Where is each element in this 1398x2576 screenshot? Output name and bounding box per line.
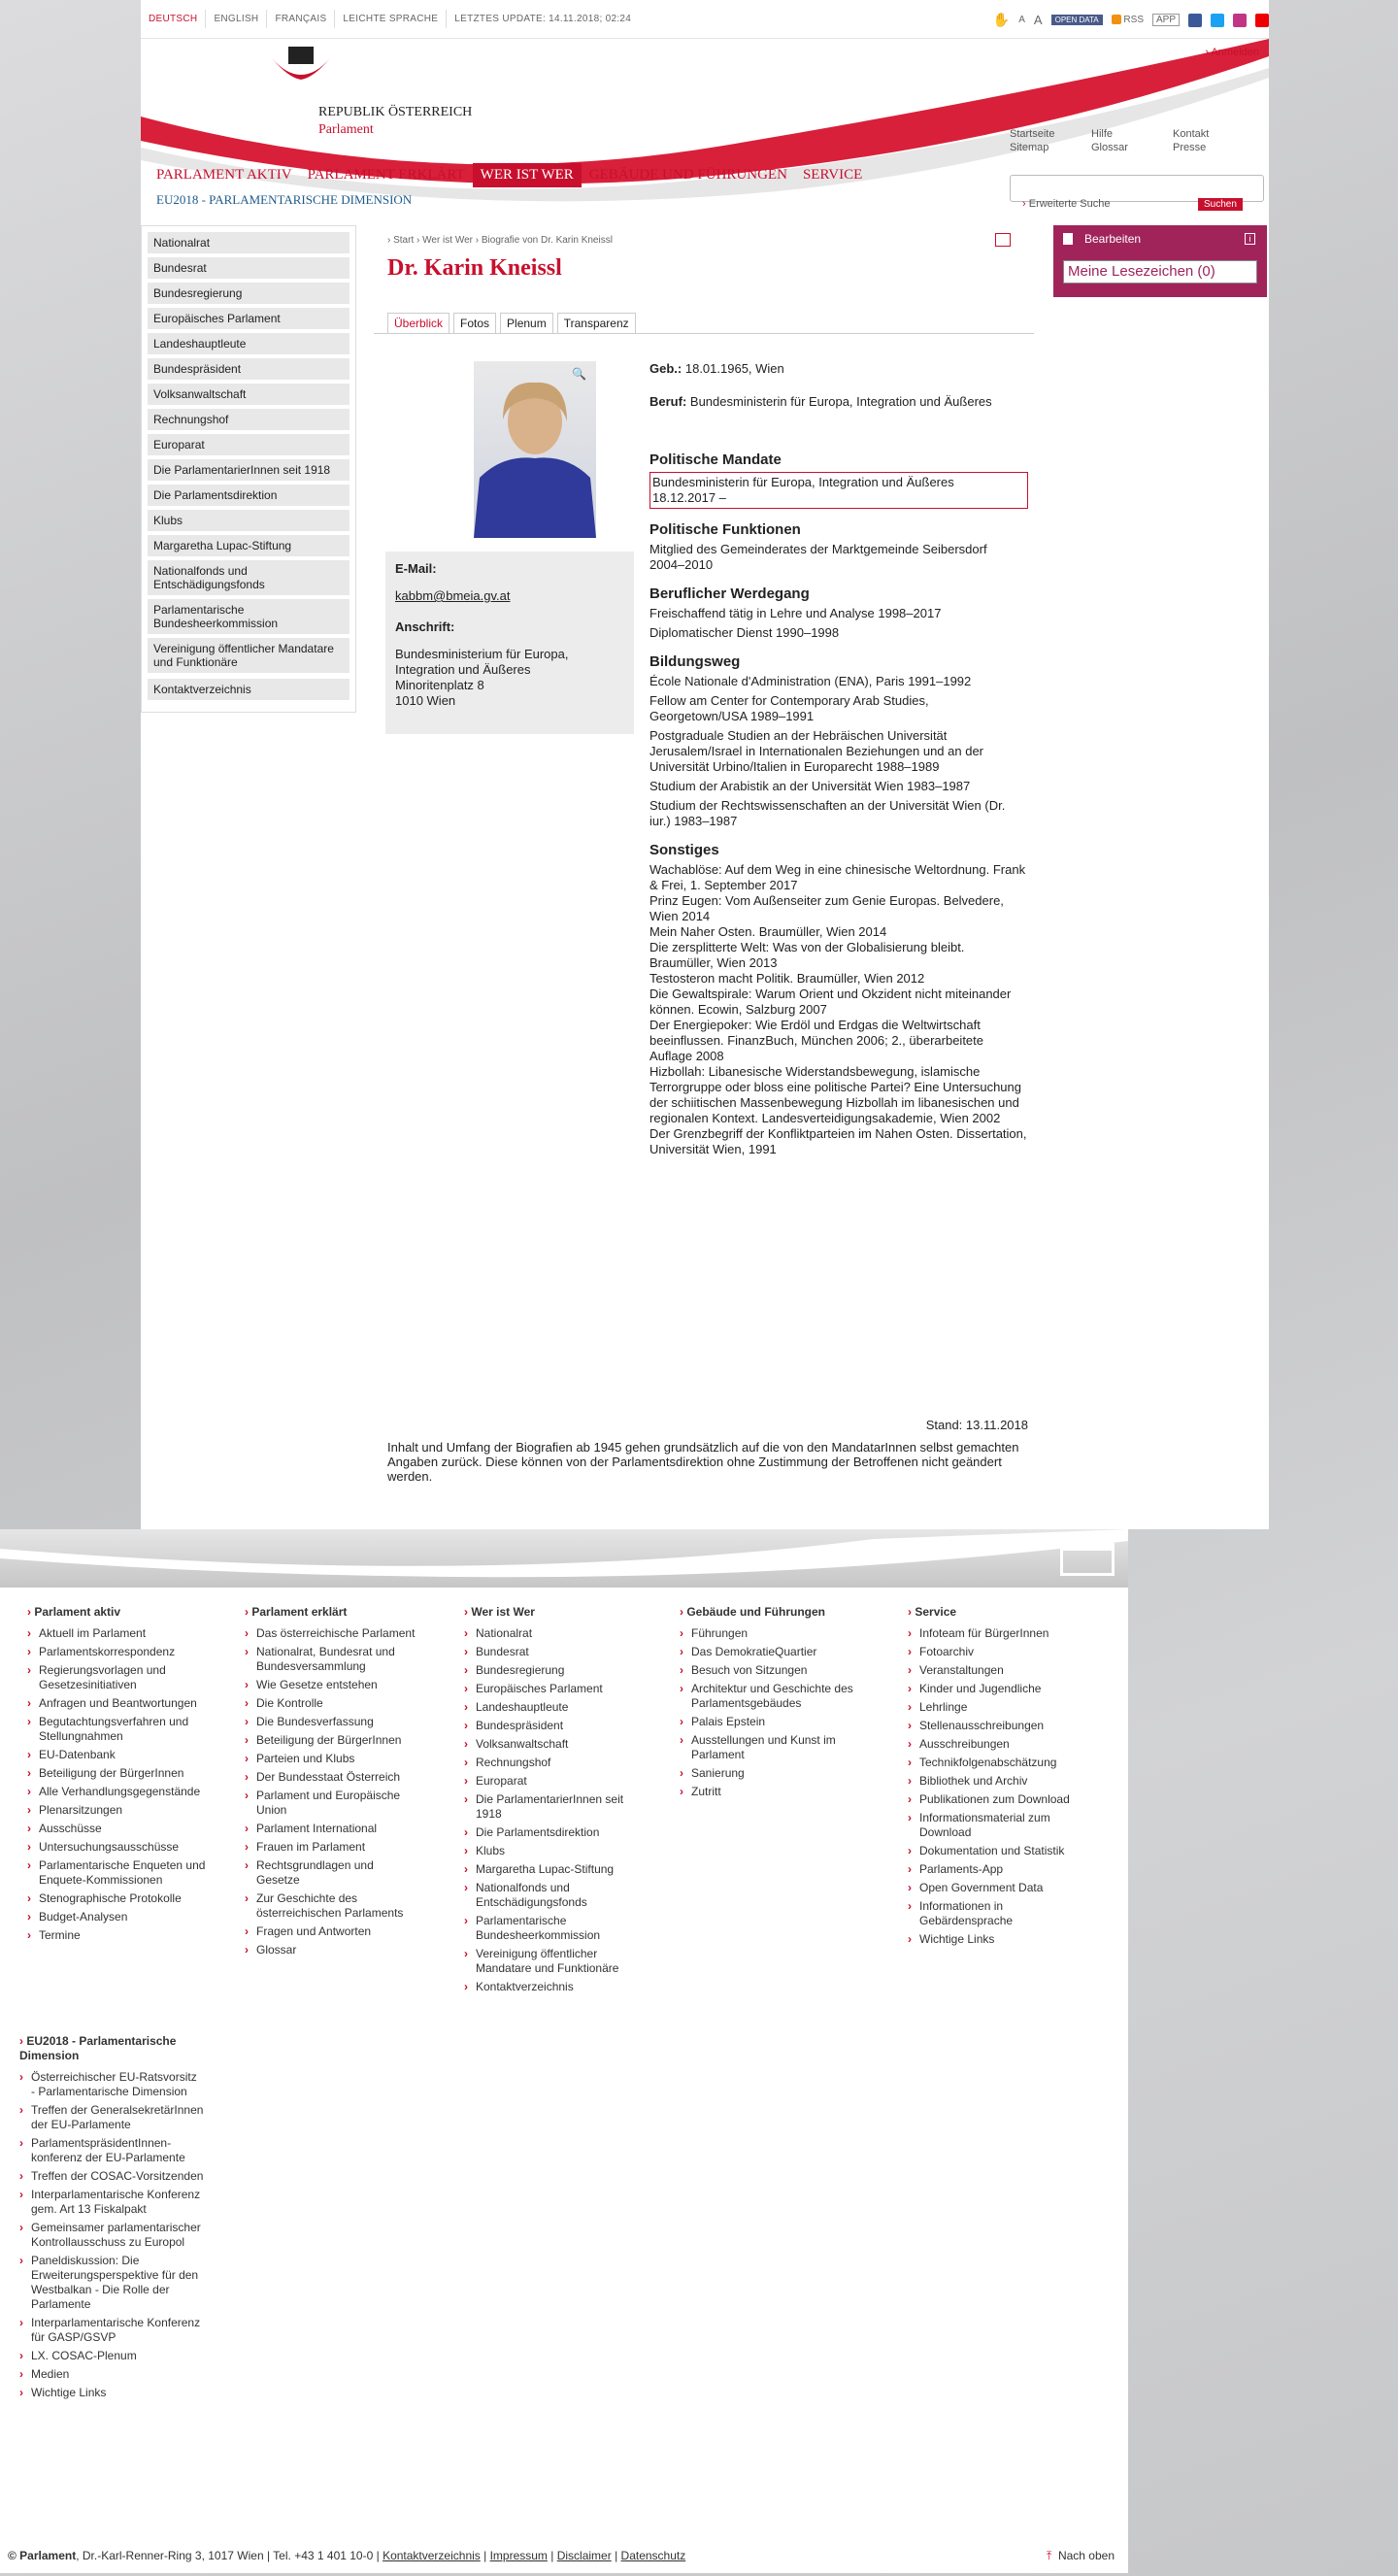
function-title: Mitglied des Gemeinderates der Marktgemeinde Seibersdorf <box>649 542 987 556</box>
footer-link[interactable]: › Informationen in Gebärdensprache <box>908 1899 1092 1928</box>
education-item: Studium der Arabistik an der Universität Wien 1983–1987 <box>649 779 971 793</box>
portrait-figure <box>474 361 596 538</box>
quick-glossary[interactable]: Glossar <box>1091 142 1128 153</box>
utility-links <box>993 12 1269 28</box>
nav-service[interactable]: SERVICE <box>802 167 863 183</box>
privacy-link[interactable]: Datenschutz <box>620 2549 686 2562</box>
lang-fr[interactable]: FRANÇAIS <box>267 10 335 28</box>
email-link[interactable]: kabbm@bmeia.gv.at <box>395 588 511 603</box>
footer-link[interactable]: › Landeshauptleute <box>464 1700 649 1715</box>
footer-link[interactable]: › Frauen im Parlament <box>245 1840 419 1855</box>
font-small[interactable]: A <box>1018 15 1025 25</box>
footer-link[interactable]: › Zur Geschichte des österreichischen Parlaments <box>245 1891 419 1921</box>
misc-item: Hizbollah: Libanesische Widerstandsbewegung, islamische Terrorgruppe oder bloss eine politische Partei? Eine Untersuchung der schiitischen Massenbewegung Hizbollah im libanesischen und regionalen Kontext. Landesverteidigungsakademie, Wien 2002 <box>649 1064 1021 1125</box>
function-entry <box>649 542 1028 573</box>
footer-link[interactable]: › Die Bundesverfassung <box>245 1715 419 1729</box>
footer-link[interactable]: › Parlamentarische Enqueten und Enquete-Kommissionen <box>27 1858 212 1888</box>
bookmarks-edit[interactable]: Bearbeiten <box>1084 232 1142 246</box>
footer-heading: › Parlament aktiv <box>27 1605 121 1619</box>
youtube-icon[interactable] <box>1255 14 1269 27</box>
rss-label: RSS <box>1123 15 1144 25</box>
address-line: Integration und Äußeres <box>395 662 531 677</box>
nav-gebaeude[interactable]: GEBÄUDE UND FÜHRUNGEN <box>588 167 787 183</box>
misc-item: Prinz Eugen: Vom Außenseiter zum Genie Europas. Belvedere, Wien 2014 <box>649 893 1004 923</box>
footer-heading-label: Wer ist Wer <box>471 1605 535 1619</box>
bookmarks-select[interactable]: Meine Lesezeichen (0) <box>1063 260 1257 284</box>
footer-link[interactable]: › Das DemokratieQuartier <box>680 1645 864 1659</box>
footer-link[interactable]: › Treffen der GeneralsekretärInnen der EU-Parlamente <box>19 2103 204 2132</box>
copyright: © Parlament, Dr.-Karl-Renner-Ring 3, 1017 Wien | Tel. +43 1 401 10-0 | Kontaktverzeichnis | Impressum | Disclaimer | Datenschutz <box>8 2549 686 2562</box>
zoom-icon[interactable]: 🔍 <box>572 367 586 381</box>
footer-link[interactable]: › Treffen der COSAC-Vorsitzenden <box>19 2169 204 2184</box>
footer-link[interactable]: › Der Bundesstaat Österreich <box>245 1770 419 1785</box>
login-label: Anmelden <box>1211 47 1259 58</box>
sign-language-icon[interactable]: ✋ <box>992 12 1011 27</box>
facebook-icon[interactable] <box>1188 14 1202 27</box>
stand-date: Stand: 13.11.2018 <box>925 1418 1028 1432</box>
footer-link[interactable]: › Lehrlinge <box>908 1700 1092 1715</box>
career-item: Diplomatischer Dienst 1990–1998 <box>649 625 840 640</box>
footer-link[interactable]: › Österreichischer EU-Ratsvorsitz - Parlamentarische Dimension <box>19 2070 204 2099</box>
misc-item: Die zersplitterte Welt: Was von der Globalisierung bleibt. Braumüller, Wien 2013 <box>649 940 965 970</box>
footer-link[interactable]: › Führungen <box>680 1626 864 1641</box>
footer-heading-label: Parlament erklärt <box>251 1605 348 1619</box>
copyright-address: , Dr.-Karl-Renner-Ring 3, 1017 Wien | Tel. +43 1 401 10-0 | <box>76 2549 380 2562</box>
footer-link[interactable]: › Budget-Analysen <box>27 1910 212 1924</box>
footer-col-parlament-aktiv <box>27 1605 212 1947</box>
header <box>141 39 1269 214</box>
footer-link[interactable]: › Wichtige Links <box>19 2386 204 2400</box>
parliament-building-icon <box>1060 1543 1115 1576</box>
footer-heading: › Gebäude und Führungen <box>680 1605 826 1619</box>
footer-link[interactable]: › Stellenausschreibungen <box>908 1719 1092 1733</box>
language-switcher <box>141 10 639 28</box>
footer-swoosh <box>0 1529 1128 1588</box>
sidebar-item[interactable]: Kontaktverzeichnis <box>148 679 350 700</box>
education-item: Fellow am Center for Contemporary Arab Studies, Georgetown/USA 1989–1991 <box>649 693 929 723</box>
address-line: 1010 Wien <box>395 693 456 708</box>
address-line: Bundesministerium für Europa, <box>395 647 569 661</box>
footer-link[interactable]: › Alle Verhandlungsgegenstände <box>27 1785 212 1799</box>
footer-col-parlament-erklaert <box>245 1605 419 1961</box>
tab-bar <box>374 313 1034 334</box>
footer-link[interactable]: › Palais Epstein <box>680 1715 864 1729</box>
footer-link[interactable]: › Parteien und Klubs <box>245 1752 419 1766</box>
sidebar-item[interactable]: Europarat <box>148 434 350 455</box>
breadcrumb: › Start › Wer ist Wer › Biografie von Dr. Karin Kneissl <box>387 235 613 246</box>
sidebar-item[interactable]: Nationalrat <box>148 232 350 253</box>
job-label: Beruf: <box>649 394 687 409</box>
crumb-wer-ist-wer[interactable]: Wer ist Wer <box>422 235 473 246</box>
logo-line2: Parlament <box>318 122 374 137</box>
sidebar-item[interactable]: Parlamentarische Bundesheerkommission <box>148 599 350 634</box>
footer-link[interactable]: › Ausschüsse <box>27 1822 212 1836</box>
footer-contact-link[interactable]: Kontaktverzeichnis <box>383 2549 481 2562</box>
misc-item: Wachablöse: Auf dem Weg in eine chinesische Weltordnung. Frank & Frei, 1. September 2017 <box>649 862 1026 892</box>
twitter-icon[interactable] <box>1211 14 1224 27</box>
misc-item: Der Energiepoker: Wie Erdöl und Erdgas die Weltwirtschaft beeinflussen. FinanzBuch, München 2006; 2., überarbeitete Auflage 2008 <box>649 1018 984 1063</box>
footer-link[interactable]: › Open Government Data <box>908 1881 1092 1895</box>
footer-link[interactable]: › Bundespräsident <box>464 1719 649 1733</box>
footer-link[interactable]: › Europäisches Parlament <box>464 1682 649 1696</box>
footer-heading: › Wer ist Wer <box>464 1605 535 1619</box>
footer-link[interactable]: › Wie Gesetze entstehen <box>245 1678 419 1692</box>
stand-block <box>387 1418 1028 1484</box>
footer-link[interactable]: › EU-Datenbank <box>27 1748 212 1762</box>
footer-link[interactable]: › ParlamentspräsidentInnen-konferenz der EU-Parlamente <box>19 2136 204 2165</box>
birth-label: Geb.: <box>649 361 682 376</box>
footer-link[interactable]: › Wichtige Links <box>908 1932 1092 1947</box>
email-label: E-Mail: <box>395 561 437 576</box>
footer-link[interactable]: › Rechtsgrundlagen und Gesetze <box>245 1858 419 1888</box>
quick-links <box>1010 128 1254 153</box>
back-to-top[interactable] <box>1047 2549 1115 2563</box>
footer-link[interactable]: › Ausstellungen und Kunst im Parlament <box>680 1733 864 1762</box>
function-date: 2004–2010 <box>649 557 714 572</box>
footer-link[interactable]: › Klubs <box>464 1844 649 1858</box>
footer-heading: › Parlament erklärt <box>245 1605 348 1619</box>
footer-heading-label: Parlament aktiv <box>34 1605 121 1619</box>
footer-link[interactable]: › Margaretha Lupac-Stiftung <box>464 1862 649 1877</box>
footer-link[interactable]: › Parlaments-App <box>908 1862 1092 1877</box>
info-icon[interactable]: i <box>1245 233 1255 245</box>
footer-link[interactable]: › Die Kontrolle <box>245 1696 419 1711</box>
footer-col-eu2018 <box>19 2034 204 2404</box>
mandates-heading: Politische Mandate <box>649 452 782 468</box>
education-heading: Bildungsweg <box>649 653 741 670</box>
career-item: Freischaffend tätig in Lehre und Analyse 1998–2017 <box>649 606 942 620</box>
mandate-title: Bundesministerin für Europa, Integration und Äußeres <box>652 475 954 489</box>
footer-link[interactable]: › Die Parlamentsdirektion <box>464 1825 649 1840</box>
sidebar-item[interactable]: Die ParlamentarierInnen seit 1918 <box>148 459 350 481</box>
sidebar-item[interactable]: Bundespräsident <box>148 358 350 380</box>
print-icon[interactable] <box>995 233 1011 247</box>
footer-link[interactable]: › Sanierung <box>680 1766 864 1781</box>
education-item: École Nationale d'Administration (ENA), Paris 1991–1992 <box>649 674 972 688</box>
job-info <box>649 394 1028 410</box>
job-value: Bundesministerin für Europa, Integration und Äußeres <box>689 394 992 409</box>
footer-link[interactable]: › Fotoarchiv <box>908 1645 1092 1659</box>
copyright-brand: © Parlament <box>8 2549 77 2562</box>
footer-heading-label: EU2018 - Parlamentarische Dimension <box>19 2034 177 2062</box>
footer-link[interactable]: › Parlament und Europäische Union <box>245 1789 419 1818</box>
bookmarks-widget <box>1053 225 1267 297</box>
sidebar-item[interactable]: Bundesregierung <box>148 283 350 304</box>
footer-link[interactable]: › Das österreichische Parlament <box>245 1626 419 1641</box>
sidebar-item[interactable]: Klubs <box>148 510 350 531</box>
footer-link[interactable]: › Anfragen und Beantwortungen <box>27 1696 212 1711</box>
lang-en[interactable]: ENGLISH <box>206 10 267 28</box>
app-link[interactable]: APP <box>1152 14 1180 26</box>
advanced-search-label: Erweiterte Suche <box>1028 198 1111 210</box>
footer-link[interactable]: › Regierungsvorlagen und Gesetzesinitiativen <box>27 1663 212 1692</box>
sidebar-item[interactable]: Rechnungshof <box>148 409 350 430</box>
disclaimer-link[interactable]: Disclaimer <box>556 2549 612 2562</box>
main-content <box>374 225 1034 1499</box>
mandate-entry <box>649 472 1028 509</box>
footer-link[interactable]: › Interparlamentarische Konferenz gem. Art 13 Fiskalpakt <box>19 2188 204 2217</box>
footer-link[interactable]: › Beteiligung der BürgerInnen <box>27 1766 212 1781</box>
footer-link[interactable]: › LX. COSAC-Plenum <box>19 2349 204 2363</box>
misc-item: Mein Naher Osten. Braumüller, Wien 2014 <box>649 924 887 939</box>
parliament-logo[interactable] <box>267 41 490 138</box>
footer-link[interactable]: › Die ParlamentarierInnen seit 1918 <box>464 1792 649 1822</box>
footer-link[interactable]: › Termine <box>27 1928 212 1943</box>
footer <box>0 1529 1128 2573</box>
birth-info <box>649 361 1028 377</box>
footer-link[interactable]: › Parlamentarische Bundesheerkommission <box>464 1914 649 1943</box>
misc-heading: Sonstiges <box>649 842 719 858</box>
footer-link[interactable]: › Nationalrat <box>464 1626 649 1641</box>
page-title: Dr. Karin Kneissl <box>387 255 562 281</box>
misc-item: Der Grenzbegriff der Konfliktparteien im Nahen Osten. Dissertation, Universität Wien, 1991 <box>649 1126 1027 1156</box>
footer-link[interactable]: › Dokumentation und Statistik <box>908 1844 1092 1858</box>
sidebar-item[interactable]: Volksanwaltschaft <box>148 384 350 405</box>
crumb-start[interactable]: Start <box>393 235 415 246</box>
advanced-search-link[interactable] <box>1022 198 1111 210</box>
font-large[interactable]: A <box>1033 13 1043 27</box>
bookmark-icon <box>1063 233 1073 245</box>
footer-link[interactable]: › Gemeinsamer parlamentarischer Kontrollausschuss zu Europol <box>19 2221 204 2250</box>
rss-link[interactable] <box>1112 15 1144 25</box>
footer-link[interactable]: › Publikationen zum Download <box>908 1792 1092 1807</box>
address-label: Anschrift: <box>395 619 455 634</box>
nav-wer-ist-wer[interactable]: WER IST WER <box>473 163 582 187</box>
footer-link[interactable]: › Volksanwaltschaft <box>464 1737 649 1752</box>
footer-link[interactable]: › Glossar <box>245 1943 419 1957</box>
footer-link[interactable]: › Beteiligung der BürgerInnen <box>245 1733 419 1748</box>
sidebar-item[interactable]: Die Parlamentsdirektion <box>148 485 350 506</box>
imprint-link[interactable]: Impressum <box>489 2549 548 2562</box>
crumb-current: Biografie von Dr. Karin Kneissl <box>481 235 613 246</box>
sidebar-item[interactable]: Europäisches Parlament <box>148 308 350 329</box>
sidebar-item[interactable]: Nationalfonds und Entschädigungsfonds <box>148 560 350 595</box>
footer-link[interactable]: › Parlamentskorrespondenz <box>27 1645 212 1659</box>
sidebar <box>141 225 356 713</box>
chevron-right-icon: › <box>1022 198 1026 210</box>
footer-link[interactable]: › Plenarsitzungen <box>27 1803 212 1818</box>
footer-heading-label: Gebäude und Führungen <box>686 1605 826 1619</box>
lang-easy[interactable]: LEICHTE SPRACHE <box>335 10 447 28</box>
footer-link[interactable]: › Bundesrat <box>464 1645 649 1659</box>
footer-link[interactable]: › Infoteam für BürgerInnen <box>908 1626 1092 1641</box>
quick-contact[interactable]: Kontakt <box>1173 128 1210 140</box>
footer-link[interactable]: › Rechnungshof <box>464 1756 649 1770</box>
footer-link[interactable]: › Nationalfonds und Entschädigungsfonds <box>464 1881 649 1910</box>
footer-link[interactable]: › Ausschreibungen <box>908 1737 1092 1752</box>
bio-details <box>649 361 1028 1157</box>
arrow-up-icon: ⤒ <box>1046 2549 1052 2562</box>
logo-line1: REPUBLIK ÖSTERREICH <box>318 105 473 119</box>
footer-heading: › Service <box>908 1605 957 1619</box>
career-heading: Beruflicher Werdegang <box>649 585 810 602</box>
education-item: Postgraduale Studien an der Hebräischen Universität Jerusalem/Israel in Internationalen Beziehungen und an der Universität Urbino/Italien in Europarecht 1988–1989 <box>649 728 984 774</box>
last-update: LETZTES UPDATE: 14.11.2018; 02:24 <box>454 14 632 24</box>
footer-link[interactable]: › Interparlamentarische Konferenz für GASP/GSVP <box>19 2316 204 2345</box>
tab-plenum[interactable]: Plenum <box>500 313 553 333</box>
footer-link[interactable]: › Veranstaltungen <box>908 1663 1092 1678</box>
footer-link[interactable]: › Medien <box>19 2367 204 2382</box>
functions-heading: Politische Funktionen <box>649 521 801 538</box>
footer-link[interactable]: › Zutritt <box>680 1785 864 1799</box>
misc-item: Die Gewaltspirale: Warum Orient und Okzident nicht miteinander können. Ecowin, Salzburg 2007 <box>649 987 1012 1017</box>
footer-link[interactable]: › Architektur und Geschichte des Parlamentsgebäudes <box>680 1682 864 1711</box>
eagle-icon <box>267 41 335 89</box>
footer-link[interactable]: › Technikfolgenabschätzung <box>908 1756 1092 1770</box>
footer-heading: › EU2018 - Parlamentarische Dimension <box>19 2034 177 2062</box>
misc-item: Testosteron macht Politik. Braumüller, Wien 2012 <box>649 971 925 986</box>
footer-band <box>0 1529 1128 1588</box>
footer-col-service <box>908 1605 1092 1951</box>
footer-link[interactable]: › Fragen und Antworten <box>245 1924 419 1939</box>
footer-link[interactable]: › Kontaktverzeichnis <box>464 1980 649 1994</box>
sidebar-item[interactable]: Margaretha Lupac-Stiftung <box>148 535 350 556</box>
main-nav <box>149 163 870 187</box>
birth-value: 18.01.1965, Wien <box>684 361 784 376</box>
footer-link[interactable]: › Kinder und Jugendliche <box>908 1682 1092 1696</box>
footer-heading-label: Service <box>915 1605 957 1619</box>
disclaimer-text: Inhalt und Umfang der Biografien ab 1945 gehen grundsätzlich auf die von den MandatarInnen selbst gemachten Angaben zurück. Diese können von der Parlamentsdirektion ohne Zustimmung der Betroffenen nicht geändert werden. <box>387 1440 1019 1484</box>
footer-link[interactable]: › Nationalrat, Bundesrat und Bundesversammlung <box>245 1645 419 1674</box>
sidebar-item[interactable]: Bundesrat <box>148 257 350 279</box>
education-item: Studium der Rechtswissenschaften an der Universität Wien (Dr. iur.) 1983–1987 <box>649 798 1006 828</box>
footer-link[interactable]: › Europarat <box>464 1774 649 1789</box>
quick-help[interactable]: Hilfe <box>1091 128 1114 140</box>
tab-ueberblick[interactable]: Überblick <box>387 313 449 333</box>
nav-parlament-erklaert[interactable]: PARLAMENT ERKLÄRT <box>307 167 465 183</box>
nav-parlament-aktiv[interactable]: PARLAMENT AKTIV <box>156 167 292 183</box>
tab-transparenz[interactable]: Transparenz <box>557 313 636 333</box>
back-to-top-label: Nach oben <box>1057 2549 1115 2562</box>
footer-col-gebaeude <box>680 1605 864 1803</box>
login-link[interactable]: › Anmelden <box>1205 47 1259 58</box>
sidebar-item[interactable]: Landeshauptleute <box>148 333 350 354</box>
tab-fotos[interactable]: Fotos <box>453 313 496 333</box>
sidebar-item[interactable]: Vereinigung öffentlicher Mandatare und Funktionäre <box>148 638 350 673</box>
top-bar <box>141 0 1269 39</box>
footer-link[interactable]: › Bibliothek und Archiv <box>908 1774 1092 1789</box>
footer-link[interactable]: › Besuch von Sitzungen <box>680 1663 864 1678</box>
footer-link[interactable]: › Paneldiskussion: Die Erweiterungsperspektive für den Westbalkan - Die Rolle der Parlamente <box>19 2254 204 2312</box>
quick-sitemap[interactable]: Sitemap <box>1010 142 1049 153</box>
quick-press[interactable]: Presse <box>1173 142 1207 153</box>
open-data-link[interactable]: OPEN DATA <box>1051 15 1103 25</box>
footer-link[interactable]: › Parlament International <box>245 1822 419 1836</box>
address-line: Minoritenplatz 8 <box>395 678 484 692</box>
footer-link[interactable]: › Bundesregierung <box>464 1663 649 1678</box>
footer-link[interactable]: › Stenographische Protokolle <box>27 1891 212 1906</box>
lang-de[interactable]: DEUTSCH <box>141 10 206 28</box>
footer-col-wer-ist-wer <box>464 1605 649 1998</box>
portrait-photo[interactable] <box>474 361 596 538</box>
footer-link[interactable]: › Vereinigung öffentlicher Mandatare und Funktionäre <box>464 1947 649 1976</box>
footer-link[interactable]: › Aktuell im Parlament <box>27 1626 212 1641</box>
quick-start[interactable]: Startseite <box>1010 128 1055 140</box>
instagram-icon[interactable] <box>1233 14 1247 27</box>
nav-eu2018[interactable]: EU2018 - PARLAMENTARISCHE DIMENSION <box>156 192 413 207</box>
rss-icon <box>1112 15 1121 24</box>
contact-box <box>385 552 634 734</box>
footer-link[interactable]: › Untersuchungsausschüsse <box>27 1840 212 1855</box>
footer-link[interactable]: › Begutachtungsverfahren und Stellungnahmen <box>27 1715 212 1744</box>
footer-link[interactable]: › Informationsmaterial zum Download <box>908 1811 1092 1840</box>
mandate-date: 18.12.2017 – <box>652 490 726 505</box>
search-button[interactable]: Suchen <box>1198 198 1243 211</box>
